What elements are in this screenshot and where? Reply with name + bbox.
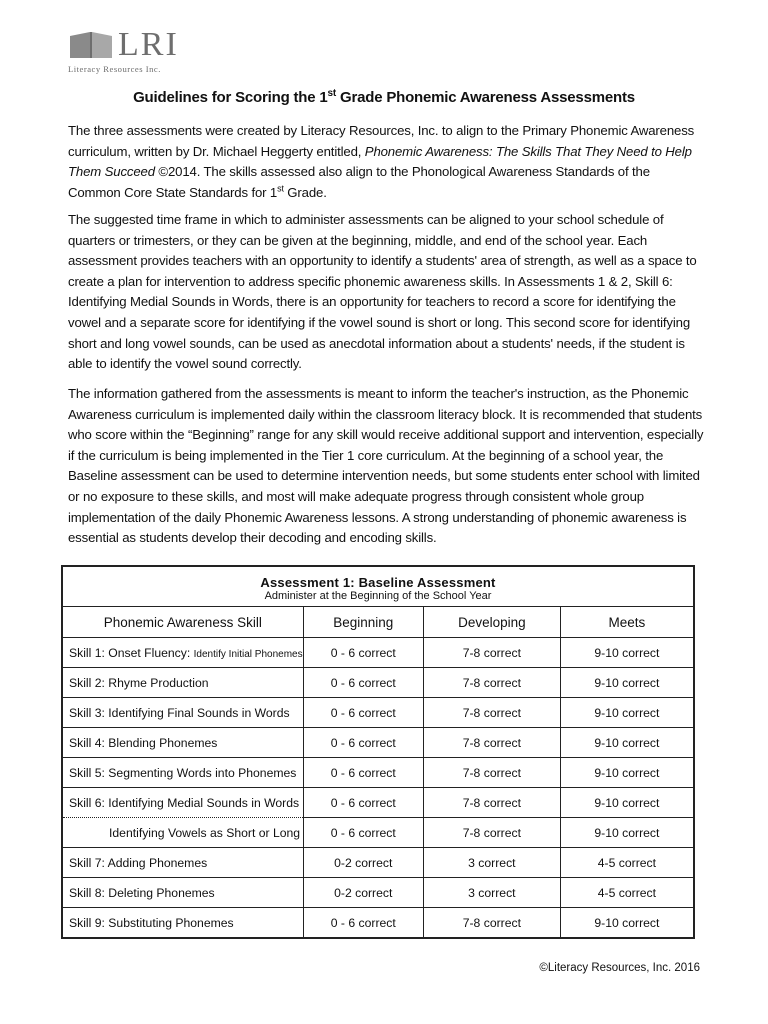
developing-cell: 7-8 correct: [423, 638, 560, 668]
meets-cell: 4-5 correct: [560, 878, 694, 908]
intro-text-c: Grade.: [283, 184, 327, 200]
skill-cell: Skill 3: Identifying Final Sounds in Words: [62, 698, 303, 728]
meets-cell: 9-10 correct: [560, 638, 694, 668]
meets-cell: 9-10 correct: [560, 788, 694, 818]
meets-cell: 9-10 correct: [560, 758, 694, 788]
meets-cell: 4-5 correct: [560, 848, 694, 878]
beginning-cell: 0-2 correct: [303, 878, 423, 908]
skill-cell: Skill 6: Identifying Medial Sounds in Words: [62, 788, 303, 818]
skill-cell: Skill 4: Blending Phonemes: [62, 728, 303, 758]
beginning-cell: 0 - 6 correct: [303, 758, 423, 788]
logo-mark: LRI: [118, 26, 179, 63]
timeframe-paragraph: The suggested time frame in which to administer assessments can be aligned to your school schedule of quarters or trimesters, or they can be given at the beginning, middle, and end of the school year. Each assessment provides teachers with an opportunity to identify a students' area of strength, as well as a space to create a plan for intervention to address specific phonemic awareness skills. In Assessments 1 & 2, Skill 6: Identifying Medial Sounds in Words, there is an opportunity for teachers to record a score for identifying the vowel and a separate score for identifying if the vowel sound is short or long. This second score for identifying short and long vowel sounds, can be used as anecdotal information about a students' needs, if the student is able to identify the vowel sound correctly.: [68, 212, 697, 372]
skill-cell: Skill 9: Substituting Phonemes: [62, 908, 303, 939]
beginning-cell: 0 - 6 correct: [303, 818, 423, 848]
table-row: [62, 818, 694, 848]
column-headers: [62, 607, 694, 638]
table-header: [62, 566, 694, 607]
beginning-cell: 0 - 6 correct: [303, 668, 423, 698]
developing-cell: 7-8 correct: [423, 758, 560, 788]
meets-cell: 9-10 correct: [560, 818, 694, 848]
beginning-cell: 0 - 6 correct: [303, 638, 423, 668]
table-title: Assessment 1: Baseline Assessment: [260, 574, 496, 590]
developing-cell: 7-8 correct: [423, 908, 560, 939]
table-row: [62, 908, 694, 939]
column-header: Beginning: [303, 607, 423, 638]
table-row: [62, 668, 694, 698]
table-row: [62, 848, 694, 878]
developing-cell: 7-8 correct: [423, 788, 560, 818]
intro-text-a: The three assessments were created by Literacy Resources, Inc. to align to the Primary Phonemic Awareness curriculum, written by Dr. Michael Heggerty entitled,: [68, 123, 695, 159]
beginning-cell: 0-2 correct: [303, 848, 423, 878]
beginning-cell: 0 - 6 correct: [303, 788, 423, 818]
skill-cell: Identifying Vowels as Short or Long: [62, 818, 303, 848]
beginning-cell: 0 - 6 correct: [303, 698, 423, 728]
table-row: [62, 878, 694, 908]
beginning-cell: 0 - 6 correct: [303, 908, 423, 939]
meets-cell: 9-10 correct: [560, 908, 694, 939]
table-title-cell: [62, 566, 694, 607]
lri-logo: [66, 28, 188, 76]
skill-cell: Skill 2: Rhyme Production: [62, 668, 303, 698]
table-subtitle: Administer at the Beginning of the School Year: [264, 589, 492, 602]
column-header: Phonemic Awareness Skill: [62, 607, 303, 638]
beginning-cell: 0 - 6 correct: [303, 728, 423, 758]
skill-cell: Skill 8: Deleting Phonemes: [62, 878, 303, 908]
developing-cell: 3 correct: [423, 848, 560, 878]
intro-text-b: ©2014. The skills assessed also align to the Phonological Awareness Standards of the Common Core State Standards for 1: [68, 164, 650, 200]
information-paragraph: The information gathered from the assessments is meant to inform the teacher's instruction, as the Phonemic Awareness curriculum is implemented daily within the classroom literacy block. It is recommended that students who score within the “Beginning” range for any skill would receive additional support and intervention, especially if the curriculum is being implemented in the Tier 1 core curriculum. At the beginning of a school year, the Baseline assessment can be used to determine intervention needs, but some students enter school with limited or no exposure to these skills, and most will make adequate progress through consistent whole group implementation of the daily Phonemic Awareness lessons. A strong understanding of phonemic awareness is essential as students develop their decoding and encoding skills.: [68, 386, 704, 546]
skill-name: Skill 1: Onset Fluency:: [69, 645, 194, 660]
logo-tagline: Literacy Resources Inc.: [68, 64, 161, 74]
table-row: [62, 788, 694, 818]
skill-note: Identify Initial Phonemes: [193, 648, 303, 660]
developing-cell: 3 correct: [423, 878, 560, 908]
table-row: [62, 728, 694, 758]
assessment-table: [61, 565, 695, 939]
table-row: [62, 758, 694, 788]
page-title: [0, 88, 768, 106]
skill-cell: Skill 5: Segmenting Words into Phonemes: [62, 758, 303, 788]
intro-superscript: st: [277, 183, 284, 194]
meets-cell: 9-10 correct: [560, 668, 694, 698]
skill-cell: Skill 7: Adding Phonemes: [62, 848, 303, 878]
title-text-start: Guidelines for Scoring the 1: [133, 89, 328, 106]
table-row: [62, 698, 694, 728]
developing-cell: 7-8 correct: [423, 818, 560, 848]
column-header: Developing: [423, 607, 560, 638]
meets-cell: 9-10 correct: [560, 698, 694, 728]
intro-paragraph: [68, 121, 704, 203]
column-header: Meets: [560, 607, 694, 638]
developing-cell: 7-8 correct: [423, 668, 560, 698]
developing-cell: 7-8 correct: [423, 728, 560, 758]
open-book-icon: [68, 30, 114, 60]
title-text-end: Grade Phonemic Awareness Assessments: [336, 89, 635, 106]
meets-cell: 9-10 correct: [560, 728, 694, 758]
title-superscript: st: [327, 88, 337, 99]
developing-cell: 7-8 correct: [423, 698, 560, 728]
book-title: Phonemic Awareness: The Skills That They Need to Help Them Succeed: [68, 143, 692, 180]
copyright-footer: ©Literacy Resources, Inc. 2016: [539, 962, 700, 974]
skill-cell: [62, 638, 303, 668]
table-row: [62, 638, 694, 668]
